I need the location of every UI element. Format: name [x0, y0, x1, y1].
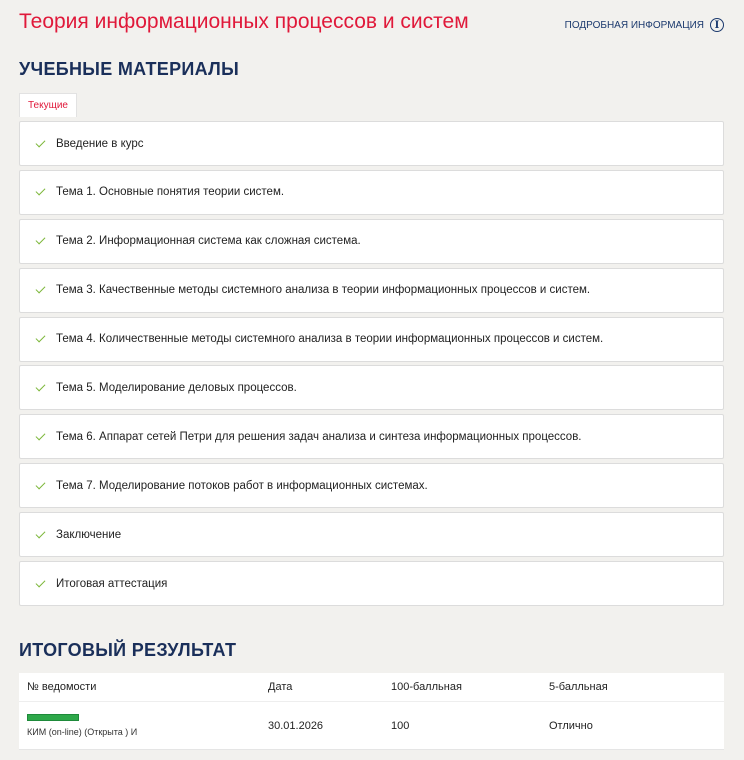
results-header-row	[19, 673, 724, 701]
material-label: Тема 6. Аппарат сетей Петри для решения задач анализа и синтеза информационных процессов.	[56, 430, 582, 443]
material-label: Тема 4. Количественные методы системного анализа в теории информационных процессов и систем.	[56, 333, 604, 346]
tab-current[interactable]: Текущие	[19, 93, 77, 117]
results-title: ИТОГОВЫЙ РЕЗУЛЬТАТ	[19, 640, 237, 660]
statement-name: КИМ (on-line) (Открыта ) И	[27, 727, 138, 737]
checkmark-icon	[35, 333, 47, 345]
material-label: Тема 2. Информационная система как сложная система.	[56, 235, 361, 248]
checkmark-icon	[35, 480, 47, 492]
more-info-label: ПОДРОБНАЯ ИНФОРМАЦИЯ	[564, 19, 704, 31]
material-item-conclusion[interactable]	[19, 512, 724, 557]
material-item-topic-5[interactable]	[19, 365, 724, 410]
column-header-statement: № ведомости	[27, 681, 97, 693]
material-item-topic-7[interactable]	[19, 463, 724, 508]
more-info-link[interactable]	[565, 18, 724, 32]
course-title: Теория информационных процессов и систем	[19, 10, 469, 33]
material-item-topic-2[interactable]	[19, 219, 724, 264]
checkmark-icon	[35, 138, 47, 150]
material-item-topic-6[interactable]	[19, 414, 724, 459]
progress-fill	[28, 715, 78, 720]
material-label: Тема 1. Основные понятия теории систем.	[56, 186, 285, 199]
score100-cell: 100	[391, 719, 410, 732]
material-label: Тема 3. Качественные методы системного анализа в теории информационных процессов и систем.	[56, 284, 591, 297]
score5-cell: Отлично	[549, 719, 593, 732]
course-header	[19, 8, 724, 40]
date-cell: 30.01.2026	[268, 719, 324, 732]
info-circle-icon: I	[710, 18, 724, 32]
material-label: Заключение	[56, 528, 122, 541]
checkmark-icon	[35, 235, 47, 247]
material-item-topic-4[interactable]	[19, 317, 724, 362]
checkmark-icon	[35, 529, 47, 541]
statement-cell	[19, 714, 261, 737]
material-label: Введение в курс	[56, 137, 144, 150]
material-item-final-attestation[interactable]	[19, 561, 724, 606]
material-label: Тема 5. Моделирование деловых процессов.	[56, 381, 297, 394]
material-label: Итоговая аттестация	[56, 577, 168, 590]
materials-list	[19, 121, 724, 610]
column-header-score5: 5-балльная	[549, 681, 608, 693]
checkmark-icon	[35, 284, 47, 296]
column-header-score100: 100-балльная	[391, 681, 462, 693]
material-label: Тема 7. Моделирование потоков работ в информационных системах.	[56, 479, 428, 492]
checkmark-icon	[35, 578, 47, 590]
results-table	[19, 673, 724, 750]
material-item-topic-3[interactable]	[19, 268, 724, 313]
progress-bar	[27, 714, 79, 721]
material-item-intro[interactable]	[19, 121, 724, 166]
table-row[interactable]	[19, 701, 724, 750]
column-header-date: Дата	[268, 681, 293, 693]
materials-title: УЧЕБНЫЕ МАТЕРИАЛЫ	[19, 59, 240, 79]
checkmark-icon	[35, 431, 47, 443]
material-item-topic-1[interactable]	[19, 170, 724, 215]
checkmark-icon	[35, 382, 47, 394]
checkmark-icon	[35, 186, 47, 198]
